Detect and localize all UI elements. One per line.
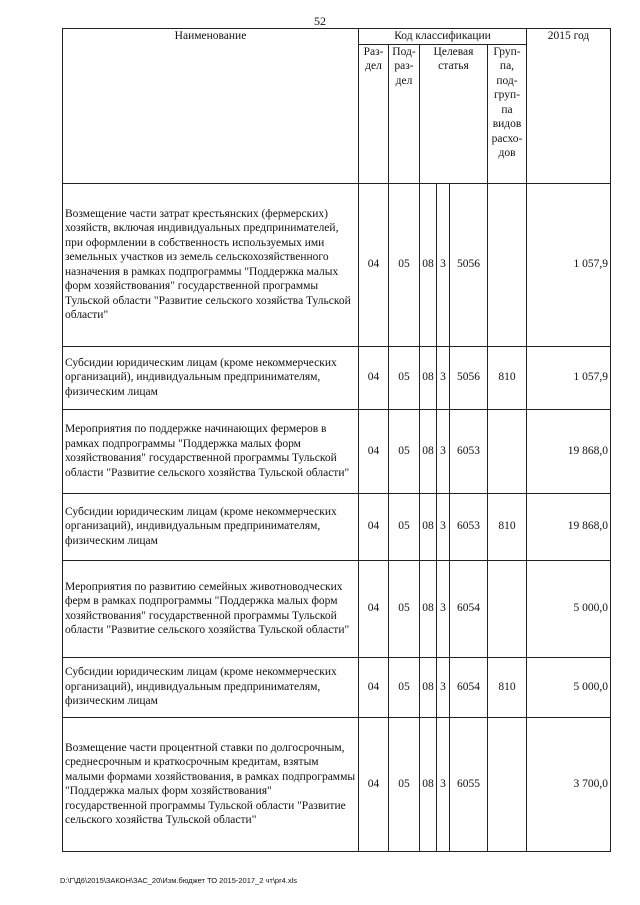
- row-target-program: 08: [420, 183, 437, 346]
- table-row: [63, 183, 611, 346]
- file-path-footer: D:\Г\Д6\2015\ЗАКОН\ЗАС_20\Изм.бюджет ТО 2015-2017_2 чт\pr4.xls: [60, 876, 297, 885]
- row-amount: 5 000,0: [527, 560, 611, 657]
- row-target-program: 08: [420, 560, 437, 657]
- row-section: 04: [359, 409, 389, 493]
- row-amount: 19 868,0: [527, 409, 611, 493]
- row-amount: 19 868,0: [527, 493, 611, 560]
- row-amount: 1 057,9: [527, 346, 611, 409]
- header-classification: Код классификации: [359, 29, 527, 45]
- row-target-code: 6054: [450, 560, 488, 657]
- row-expense-group: 810: [488, 493, 527, 560]
- row-name: Мероприятия по поддержке начинающих фермеров в рамках подпрограммы "Поддержка малых форм хозяйствования" государственной программы Тульской области "Развитие сельского хозяйства Тульской области": [63, 409, 359, 493]
- table-row: [63, 346, 611, 409]
- row-section: 04: [359, 657, 389, 717]
- header-year: 2015 год: [527, 29, 611, 184]
- row-section: 04: [359, 560, 389, 657]
- row-section: 04: [359, 346, 389, 409]
- row-expense-group: [488, 560, 527, 657]
- row-subsection: 05: [389, 346, 420, 409]
- row-target-code: 6054: [450, 657, 488, 717]
- row-target-program: 08: [420, 346, 437, 409]
- table-row: [63, 493, 611, 560]
- row-name: Возмещение части затрат крестьянских (фермерских) хозяйств, включая индивидуальных предпринимателей, при оформлении в собственность используемых ими земельных участков из земель сельскохозяйственного назначения в рамках подпрограммы "Поддержка малых форм хозяйствования" государственной программы Тульской области "Развитие сельского хозяйства Тульской области": [63, 183, 359, 346]
- row-section: 04: [359, 493, 389, 560]
- row-target-subprogram: 3: [437, 560, 450, 657]
- row-target-code: 5056: [450, 183, 488, 346]
- row-target-subprogram: 3: [437, 183, 450, 346]
- row-name: Субсидии юридическим лицам (кроме некоммерческих организаций), индивидуальным предпринимателям, физическим лицам: [63, 346, 359, 409]
- table-row: [63, 560, 611, 657]
- row-target-program: 08: [420, 657, 437, 717]
- row-section: 04: [359, 717, 389, 851]
- header-name: Наименование: [63, 29, 359, 184]
- table-row: [63, 409, 611, 493]
- header-subsection: Под- раз- дел: [389, 44, 420, 183]
- table-row: [63, 657, 611, 717]
- row-target-program: 08: [420, 409, 437, 493]
- row-target-code: 6055: [450, 717, 488, 851]
- row-target-subprogram: 3: [437, 493, 450, 560]
- row-target-code: 6053: [450, 493, 488, 560]
- row-target-program: 08: [420, 717, 437, 851]
- row-expense-group: [488, 409, 527, 493]
- row-expense-group: 810: [488, 657, 527, 717]
- page-number: 52: [314, 14, 326, 28]
- row-subsection: 05: [389, 183, 420, 346]
- row-subsection: 05: [389, 560, 420, 657]
- header-expense-group: Груп- па, под- груп- па видов расхо- дов: [488, 44, 527, 183]
- header-section: Раз- дел: [359, 44, 389, 183]
- row-amount: 3 700,0: [527, 717, 611, 851]
- row-name: Субсидии юридическим лицам (кроме некоммерческих организаций), индивидуальным предпринимателям, физическим лицам: [63, 493, 359, 560]
- row-expense-group: [488, 183, 527, 346]
- row-amount: 5 000,0: [527, 657, 611, 717]
- row-subsection: 05: [389, 657, 420, 717]
- row-target-program: 08: [420, 493, 437, 560]
- table-row: [63, 717, 611, 851]
- header-target-article: Целевая статья: [420, 44, 488, 183]
- row-subsection: 05: [389, 717, 420, 851]
- row-name: Мероприятия по развитию семейных животноводческих ферм в рамках подпрограммы "Поддержка малых форм хозяйствования" государственной программы Тульской области "Развитие сельского хозяйства Тульской области": [63, 560, 359, 657]
- row-target-subprogram: 3: [437, 657, 450, 717]
- row-amount: 1 057,9: [527, 183, 611, 346]
- row-target-code: 5056: [450, 346, 488, 409]
- row-target-code: 6053: [450, 409, 488, 493]
- row-name: Возмещение части процентной ставки по долгосрочным, среднесрочным и краткосрочным кредитам, взятым малыми формами хозяйствования, в рамках подпрограммы "Поддержка малых форм хозяйствования" государственной программы Тульской области "Развитие сельского хозяйства Тульской области": [63, 717, 359, 851]
- budget-table: [62, 28, 611, 852]
- row-expense-group: [488, 717, 527, 851]
- row-target-subprogram: 3: [437, 346, 450, 409]
- row-expense-group: 810: [488, 346, 527, 409]
- row-section: 04: [359, 183, 389, 346]
- row-name: Субсидии юридическим лицам (кроме некоммерческих организаций), индивидуальным предпринимателям, физическим лицам: [63, 657, 359, 717]
- row-target-subprogram: 3: [437, 717, 450, 851]
- row-subsection: 05: [389, 409, 420, 493]
- row-subsection: 05: [389, 493, 420, 560]
- row-target-subprogram: 3: [437, 409, 450, 493]
